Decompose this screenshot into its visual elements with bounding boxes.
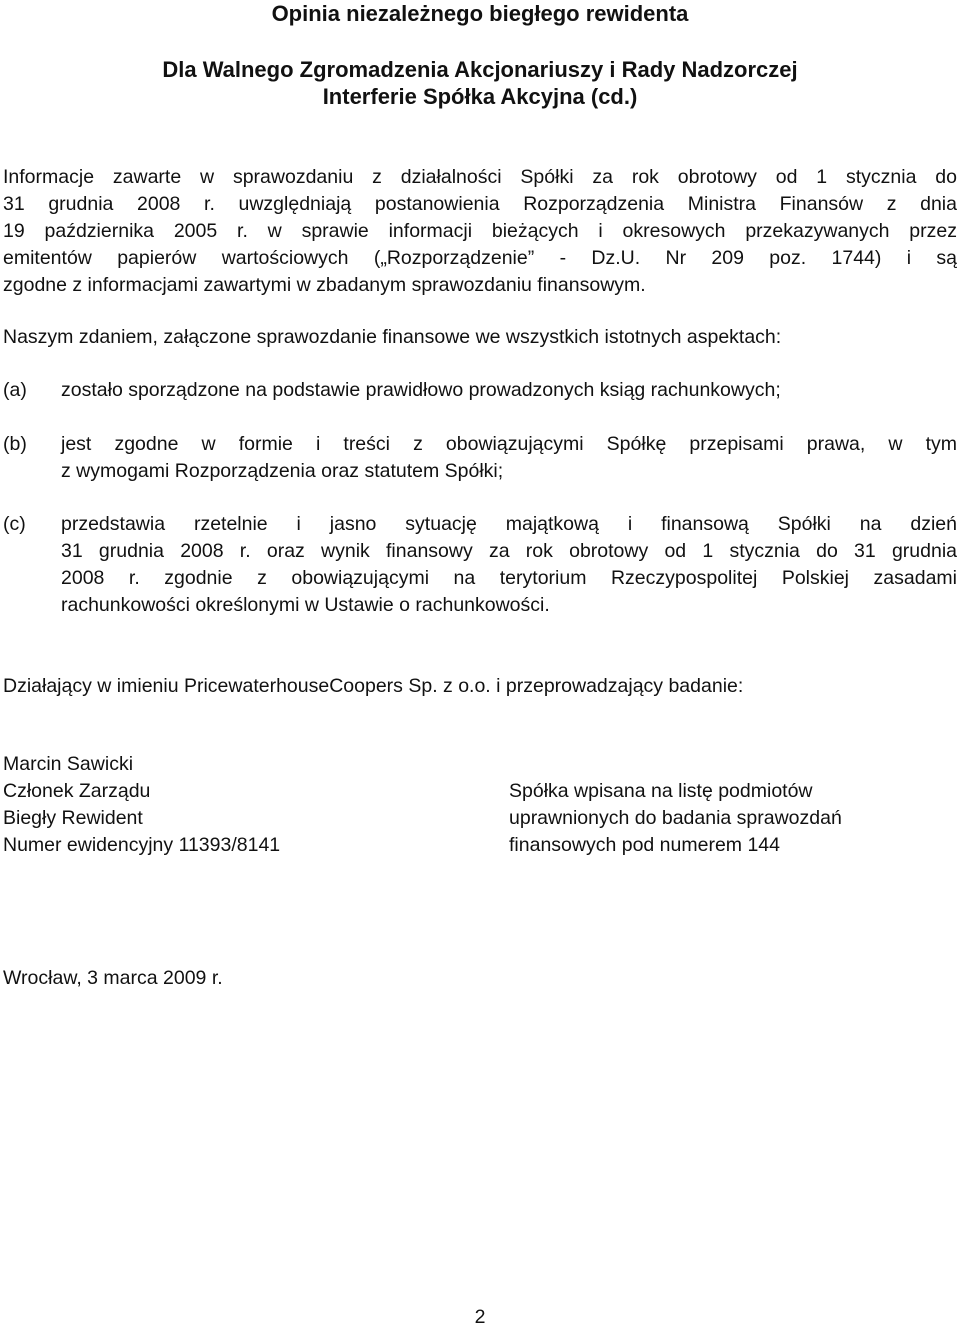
signatory-block bbox=[3, 751, 280, 859]
paragraph-line: emitentów papierów wartościowych („Rozporządzenie” - Dz.U. Nr 209 poz. 1744) i są bbox=[3, 247, 957, 269]
item-line: 2008 r. zgodnie z obowiązującymi na terytorium Rzeczypospolitej Polskiej zasadami bbox=[61, 567, 957, 589]
paragraph-line: Naszym zdaniem, załączone sprawozdanie finansowe we wszystkich istotnych aspektach: bbox=[3, 326, 782, 348]
document-title: Opinia niezależnego biegłego rewidenta bbox=[271, 1, 689, 26]
paragraph-line: 31 grudnia 2008 r. uwzględniają postanowienia Rozporządzenia Ministra Finansów z dnia bbox=[3, 193, 957, 215]
item-a-label: (a) bbox=[3, 379, 27, 401]
signatory-registration: Numer ewidencyjny 11393/8141 bbox=[3, 834, 281, 856]
paragraph-line: 19 października 2005 r. w sprawie informacji bieżących i okresowych przekazywanych przez bbox=[3, 220, 957, 242]
item-line: 31 grudnia 2008 r. oraz wynik finansowy za rok obrotowy od 1 stycznia do 31 grudnia bbox=[61, 540, 957, 562]
firm-registration-line: Spółka wpisana na listę podmiotów bbox=[509, 780, 813, 802]
item-line: z wymogami Rozporządzenia oraz statutem Spółki; bbox=[61, 460, 504, 482]
firm-registration-block bbox=[509, 778, 842, 859]
addressee-line-2: Interferie Spółka Akcyjna (cd.) bbox=[322, 84, 638, 109]
firm-registration-line: finansowych pod numerem 144 bbox=[509, 834, 780, 856]
item-line: zostało sporządzone na podstawie prawidłowo prowadzonych ksiąg rachunkowych; bbox=[61, 379, 781, 401]
signatory-role-auditor: Biegły Rewident bbox=[3, 807, 143, 829]
item-line: przedstawia rzetelnie i jasno sytuację majątkową i finansową Spółki na dzień bbox=[61, 513, 957, 535]
signature-intro: Działający w imieniu PricewaterhouseCoopers Sp. z o.o. i przeprowadzający badanie: bbox=[3, 675, 744, 697]
item-line: rachunkowości określonymi w Ustawie o rachunkowości. bbox=[61, 594, 550, 616]
opinion-intro bbox=[3, 324, 957, 351]
item-c-label: (c) bbox=[3, 513, 26, 535]
item-c-text bbox=[61, 511, 957, 619]
page-number: 2 bbox=[474, 1306, 486, 1328]
paragraph-line: Informacje zawarte w sprawozdaniu z działalności Spółki za rok obrotowy od 1 stycznia do bbox=[3, 166, 957, 188]
addressee-line-1: Dla Walnego Zgromadzenia Akcjonariuszy i Rady Nadzorczej bbox=[162, 57, 798, 82]
item-b-label: (b) bbox=[3, 433, 27, 455]
firm-registration-line: uprawnionych do badania sprawozdań bbox=[509, 807, 842, 829]
intro-paragraph bbox=[3, 164, 957, 299]
item-b-text bbox=[61, 431, 957, 485]
signatory-role-board: Członek Zarządu bbox=[3, 780, 151, 802]
item-line: jest zgodne w formie i treści z obowiązującymi Spółkę przepisami prawa, w tym bbox=[61, 433, 957, 455]
signatory-name: Marcin Sawicki bbox=[3, 753, 134, 775]
paragraph-line: zgodne z informacjami zawartymi w zbadanym sprawozdaniu finansowym. bbox=[3, 274, 646, 296]
item-a-text bbox=[61, 377, 957, 404]
place-and-date: Wrocław, 3 marca 2009 r. bbox=[3, 967, 223, 989]
